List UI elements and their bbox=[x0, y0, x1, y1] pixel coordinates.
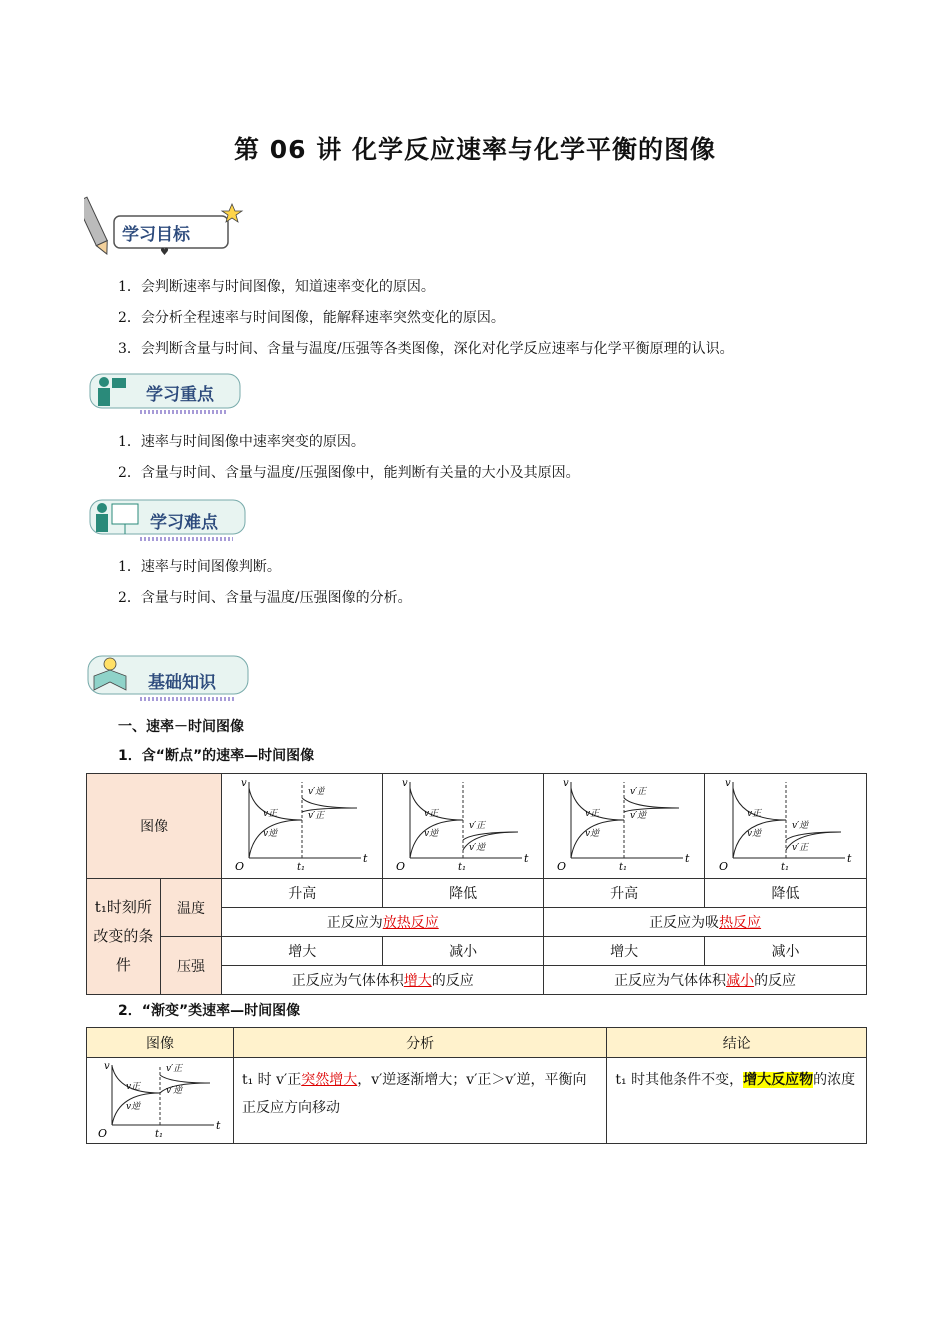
section-badge-basics bbox=[86, 652, 256, 706]
series-label: v正 bbox=[125, 1081, 141, 1092]
text: 正反应为气体体积 bbox=[291, 973, 404, 989]
rate-time-graph bbox=[549, 776, 699, 876]
series-label: v正 bbox=[585, 809, 600, 819]
series-label: v逆 bbox=[746, 829, 761, 839]
series-label: v正 bbox=[263, 809, 278, 819]
series-label: v′逆 bbox=[165, 1085, 183, 1096]
reverse-rate-curve bbox=[410, 820, 463, 858]
graph-cell bbox=[383, 774, 544, 879]
reverse-rate-curve bbox=[249, 820, 302, 858]
axis-label: t bbox=[846, 852, 851, 865]
series-label: v′逆 bbox=[469, 843, 486, 853]
list-item: 1．速率与时间图像判断。 bbox=[118, 559, 281, 575]
section-badge-goals bbox=[84, 196, 244, 260]
rate-time-graph bbox=[711, 776, 861, 876]
cell: 增大 bbox=[544, 937, 705, 966]
axis-label: v bbox=[563, 778, 569, 789]
conclusion-cell bbox=[607, 1058, 867, 1144]
text: 正反应为 bbox=[326, 915, 383, 931]
cell: 降低 bbox=[383, 879, 544, 908]
series-label: v′正 bbox=[630, 787, 647, 797]
row-label: t₁时刻所改变的条件 bbox=[87, 879, 161, 995]
series-label: v逆 bbox=[125, 1101, 141, 1112]
cell: 升高 bbox=[222, 879, 383, 908]
list-item: 2．含量与时间、含量与温度/压强图像中，能判断有关量的大小及其原因。 bbox=[118, 465, 580, 481]
text: t₁ 时其他条件不变， bbox=[615, 1072, 744, 1088]
rate-time-table-breakpoint bbox=[86, 773, 867, 995]
new-forward-rate-curve bbox=[624, 798, 679, 808]
graph-cell bbox=[544, 774, 705, 879]
section-badge-keypoints bbox=[88, 372, 248, 422]
new-forward-rate-curve bbox=[786, 832, 841, 840]
origin-label: O bbox=[718, 860, 728, 873]
series-label: v′正 bbox=[308, 811, 325, 821]
temp-label: 温度 bbox=[160, 879, 222, 937]
text: t₁ 时 v′正 bbox=[241, 1072, 302, 1088]
axis-label: t bbox=[524, 852, 529, 865]
cell: 减小 bbox=[383, 937, 544, 966]
list-item: 3．会判断含量与时间、含量与温度/压强等各类图像，深化对化学反应速率与化学平衡原理的认识。 bbox=[118, 341, 734, 357]
tick-label: t₁ bbox=[619, 862, 628, 873]
col-header: 分析 bbox=[233, 1028, 606, 1058]
heading: 一、速率－时间图像 bbox=[118, 719, 244, 735]
text: 的反应 bbox=[754, 973, 797, 989]
series-label: v′正 bbox=[165, 1063, 183, 1074]
col-header: 图像 bbox=[87, 1028, 234, 1058]
series-label: v正 bbox=[424, 809, 439, 819]
cell bbox=[222, 966, 544, 995]
badge-label: 基础知识 bbox=[148, 673, 216, 693]
series-label: v′正 bbox=[791, 843, 808, 853]
graph-cell bbox=[222, 774, 383, 879]
tick-label: t₁ bbox=[297, 862, 306, 873]
tick-label: t₁ bbox=[154, 1128, 164, 1140]
origin-label: O bbox=[396, 860, 406, 873]
axis-label: v bbox=[241, 778, 247, 789]
series-label: v逆 bbox=[263, 829, 278, 839]
axis-label: t bbox=[363, 852, 368, 865]
tick-label: t₁ bbox=[780, 862, 789, 873]
badge-label: 学习目标 bbox=[122, 225, 190, 245]
text: 的浓度 bbox=[813, 1072, 856, 1088]
origin-label: O bbox=[97, 1126, 108, 1140]
analysis-cell bbox=[233, 1058, 606, 1144]
text: 正反应为吸 bbox=[649, 915, 720, 931]
heading: 2．“渐变”类速率—时间图像 bbox=[118, 1003, 301, 1019]
rate-time-graph bbox=[388, 776, 538, 876]
text: 的反应 bbox=[431, 973, 474, 989]
pressure-label: 压强 bbox=[160, 937, 222, 995]
cell bbox=[544, 908, 867, 937]
new-forward-rate-curve bbox=[463, 832, 518, 840]
reverse-rate-curve bbox=[733, 820, 786, 858]
rate-time-table-gradual bbox=[86, 1027, 867, 1144]
graph-cell bbox=[87, 1058, 234, 1144]
cell: 减小 bbox=[705, 937, 867, 966]
axis-label: t bbox=[685, 852, 690, 865]
cell bbox=[544, 966, 867, 995]
axis-label: t bbox=[215, 1118, 221, 1132]
series-label: v逆 bbox=[585, 829, 600, 839]
answer: 热反应 bbox=[719, 915, 762, 931]
cell: 降低 bbox=[705, 879, 867, 908]
heading: 1．含“断点”的速率—时间图像 bbox=[118, 748, 315, 764]
series-label: v逆 bbox=[424, 829, 439, 839]
answer: 减小 bbox=[726, 973, 755, 989]
list-item: 2．会分析全程速率与时间图像，能解释速率突然变化的原因。 bbox=[118, 310, 505, 326]
new-forward-rate-curve bbox=[302, 798, 357, 808]
badge-label: 学习重点 bbox=[146, 385, 214, 405]
rate-time-graph bbox=[227, 776, 377, 876]
origin-label: O bbox=[235, 860, 245, 873]
svg-text:♥: ♥ bbox=[160, 247, 169, 258]
series-label: v′逆 bbox=[308, 787, 325, 797]
series-label: v′逆 bbox=[630, 811, 647, 821]
cell: 增大 bbox=[222, 937, 383, 966]
image-label: 图像 bbox=[87, 774, 222, 879]
text: 正反应为气体体积 bbox=[614, 973, 727, 989]
answer: 突然增大 bbox=[301, 1072, 358, 1088]
origin-label: O bbox=[557, 860, 567, 873]
answer: 放热反应 bbox=[382, 915, 439, 931]
graph-cell bbox=[705, 774, 867, 879]
text: ，v′逆逐渐增大；v′正＞v′逆，平衡向正反应方向移动 bbox=[241, 1072, 587, 1116]
series-label: v′正 bbox=[469, 821, 486, 831]
reverse-rate-curve bbox=[571, 820, 624, 858]
axis-label: v bbox=[103, 1060, 110, 1072]
series-label: v正 bbox=[746, 809, 761, 819]
series-label: v′逆 bbox=[791, 821, 808, 831]
list-item: 1．会判断速率与时间图像，知道速率变化的原因。 bbox=[118, 279, 435, 295]
section-badge-difficulties bbox=[88, 496, 253, 546]
list-item: 1．速率与时间图像中速率突变的原因。 bbox=[118, 434, 365, 450]
tick-label: t₁ bbox=[458, 862, 467, 873]
badge-label: 学习难点 bbox=[150, 513, 218, 533]
answer: 增大反应物 bbox=[743, 1072, 814, 1088]
col-header: 结论 bbox=[607, 1028, 867, 1058]
cell: 升高 bbox=[544, 879, 705, 908]
list-item: 2．含量与时间、含量与温度/压强图像的分析。 bbox=[118, 590, 412, 606]
new-forward-rate-curve bbox=[160, 1075, 210, 1083]
rate-time-graph bbox=[90, 1059, 230, 1143]
axis-label: v bbox=[402, 778, 408, 789]
answer: 增大 bbox=[403, 973, 432, 989]
page-title: 第 06 讲 化学反应速率与化学平衡的图像 bbox=[234, 135, 716, 164]
axis-label: v bbox=[724, 778, 731, 789]
cell bbox=[222, 908, 544, 937]
